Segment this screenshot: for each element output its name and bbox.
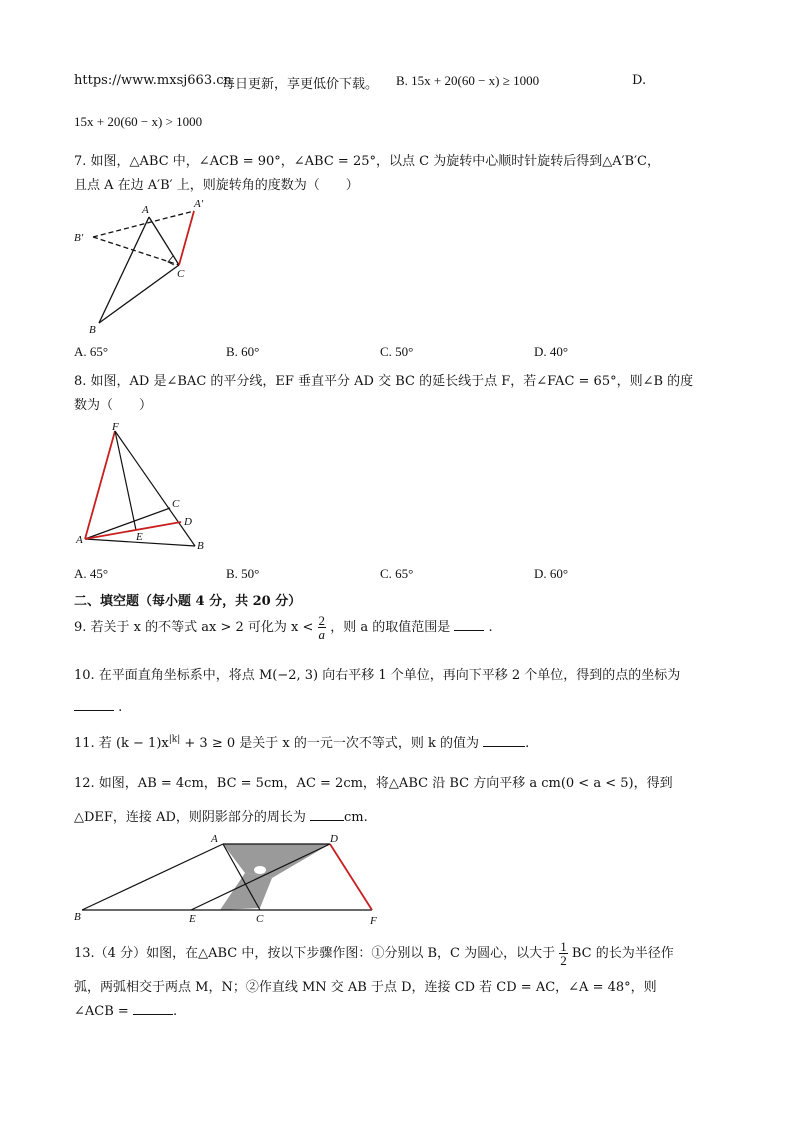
- q8-label-d: D: [184, 516, 192, 528]
- q11-pre: 11. 若 (k − 1)x: [74, 736, 169, 751]
- q12-figure: [70, 832, 390, 927]
- header-notice: 每日更新，享更低价下载。: [222, 77, 379, 92]
- q9-answer-blank[interactable]: [454, 618, 484, 631]
- q13-frac-num: 1: [560, 939, 567, 954]
- q7-label-b: B: [89, 324, 96, 336]
- q7-label-aprime: A′: [194, 198, 204, 210]
- q12-label-f: F: [370, 915, 377, 927]
- q13-answer-blank[interactable]: [133, 1002, 173, 1015]
- q9-text: [74, 614, 493, 641]
- q12-line-df: [330, 844, 372, 910]
- q11-post: + 3 ≥ 0 是关于 x 的一元一次不等式，则 k 的值为: [180, 736, 479, 751]
- q8-option-c[interactable]: C. 65°: [380, 566, 414, 581]
- q6-option-d-expr: 15x + 20(60 − x) > 1000: [74, 114, 203, 129]
- q9-frac-den: a: [318, 627, 326, 642]
- q13-line3-pre: ∠ACB =: [74, 1004, 129, 1019]
- q9-fraction: [318, 614, 327, 641]
- q8-label-b: B: [197, 540, 204, 552]
- q6-option-d-label: D.: [632, 73, 647, 88]
- q13-fraction: [559, 940, 568, 967]
- q11-answer-blank[interactable]: [483, 734, 525, 747]
- header-url[interactable]: https://www.mxsj663.cn: [74, 73, 232, 88]
- q8-line-ad: [85, 522, 181, 539]
- q7-option-b[interactable]: B. 60°: [226, 344, 260, 359]
- q7-label-a: A: [142, 204, 149, 216]
- q12-label-e: E: [189, 913, 196, 925]
- q12-line-ba: [82, 844, 223, 910]
- q7-figure: [70, 195, 220, 340]
- q8-option-d[interactable]: D. 60°: [534, 566, 569, 581]
- q8-line-fa: [85, 431, 115, 539]
- q7-line-bprime-c: [93, 237, 179, 265]
- q8-text-line2: 数为（ ）: [74, 398, 153, 413]
- q8-label-f: F: [112, 421, 119, 433]
- q12-line2-post: cm.: [344, 810, 368, 825]
- q9-end: .: [488, 620, 493, 635]
- q12-label-d: D: [330, 833, 338, 845]
- q7-label-c: C: [177, 268, 185, 280]
- q13-line1-pre: 13.（4 分）如图，在△ABC 中，按以下步骤作图：①分别以 B，C 为圆心，以大于: [74, 946, 556, 961]
- q8-line-ac: [85, 508, 170, 539]
- q7-line-aprime-c: [179, 211, 194, 265]
- q9-pre: 9. 若关于 x 的不等式 ax > 2 可化为 x <: [74, 620, 314, 635]
- q12-label-c: C: [256, 913, 264, 925]
- q13-end: .: [172, 1004, 178, 1019]
- q11-end: .: [525, 736, 530, 751]
- q7-line-ac: [149, 217, 179, 265]
- q12-text-line2: [74, 806, 368, 825]
- q10-text-line1: 10. 在平面直角坐标系中，将点 M(−2, 3) 向右平移 1 个单位，再向下平移 2 个单位，得到的点的坐标为: [74, 668, 681, 683]
- q9-frac-num: 2: [318, 613, 326, 628]
- q12-shade-hole: [254, 866, 266, 874]
- q7-option-a[interactable]: A. 65°: [74, 344, 109, 359]
- q10-end: .: [118, 700, 123, 715]
- q7-label-bprime: B′: [74, 232, 84, 244]
- q12-shade-bottom: [220, 873, 272, 910]
- q8-option-a[interactable]: A. 45°: [74, 566, 109, 581]
- section2-title: 二、填空题（每小题 4 分，共 20 分）: [74, 594, 302, 609]
- q13-text-line2: 弧，两弧相交于两点 M，N；②作直线 MN 交 AB 于点 D，连接 CD 若 CD = AC，∠A = 48°，则: [74, 980, 657, 995]
- q12-answer-blank[interactable]: [310, 808, 344, 821]
- q7-line-bc: [99, 265, 179, 323]
- q7-line-ab: [99, 217, 149, 323]
- q10-answer-line: [74, 698, 122, 715]
- q13-text-line1: [74, 940, 674, 967]
- q8-text-line1: 8. 如图，AD 是∠BAC 的平分线，EF 垂直平分 AD 交 BC 的延长线于点 F，若∠FAC = 65°，则∠B 的度: [74, 374, 694, 389]
- q8-label-a: A: [76, 534, 83, 546]
- q7-option-c[interactable]: C. 50°: [380, 344, 414, 359]
- q9-post: ，则 a 的取值范围是: [330, 620, 451, 635]
- q8-label-c: C: [172, 498, 180, 510]
- q12-label-b: B: [74, 911, 81, 923]
- q12-label-a: A: [211, 833, 218, 845]
- q8-option-b[interactable]: B. 50°: [226, 566, 260, 581]
- q8-label-e: E: [136, 531, 143, 543]
- q11-text: [74, 732, 529, 751]
- q7-text-line1: 7. 如图，△ABC 中，∠ACB = 90°，∠ABC = 25°，以点 C 为旋转中心顺时针旋转后得到△A′B′C，: [74, 154, 660, 169]
- q12-text-line1: 12. 如图，AB = 4cm，BC = 5cm，AC = 2cm，将△ABC 沿 BC 方向平移 a cm(0 < a < 5)，得到: [74, 776, 673, 791]
- q7-option-d[interactable]: D. 40°: [534, 344, 569, 359]
- q13-text-line3: [74, 1002, 177, 1019]
- q13-frac-den: 2: [560, 953, 567, 968]
- q12-line2-pre: △DEF，连接 AD，则阴影部分的周长为: [74, 810, 306, 825]
- q7-text-line2: 且点 A 在边 A′B′ 上，则旋转角的度数为（ ）: [74, 178, 359, 193]
- q10-answer-blank[interactable]: [74, 698, 114, 711]
- q13-line1-post: BC 的长为半径作: [571, 946, 674, 961]
- q6-option-b: B. 15x + 20(60 − x) ≥ 1000: [396, 73, 540, 88]
- q8-figure: [74, 422, 214, 557]
- q11-sup: |k|: [168, 734, 181, 745]
